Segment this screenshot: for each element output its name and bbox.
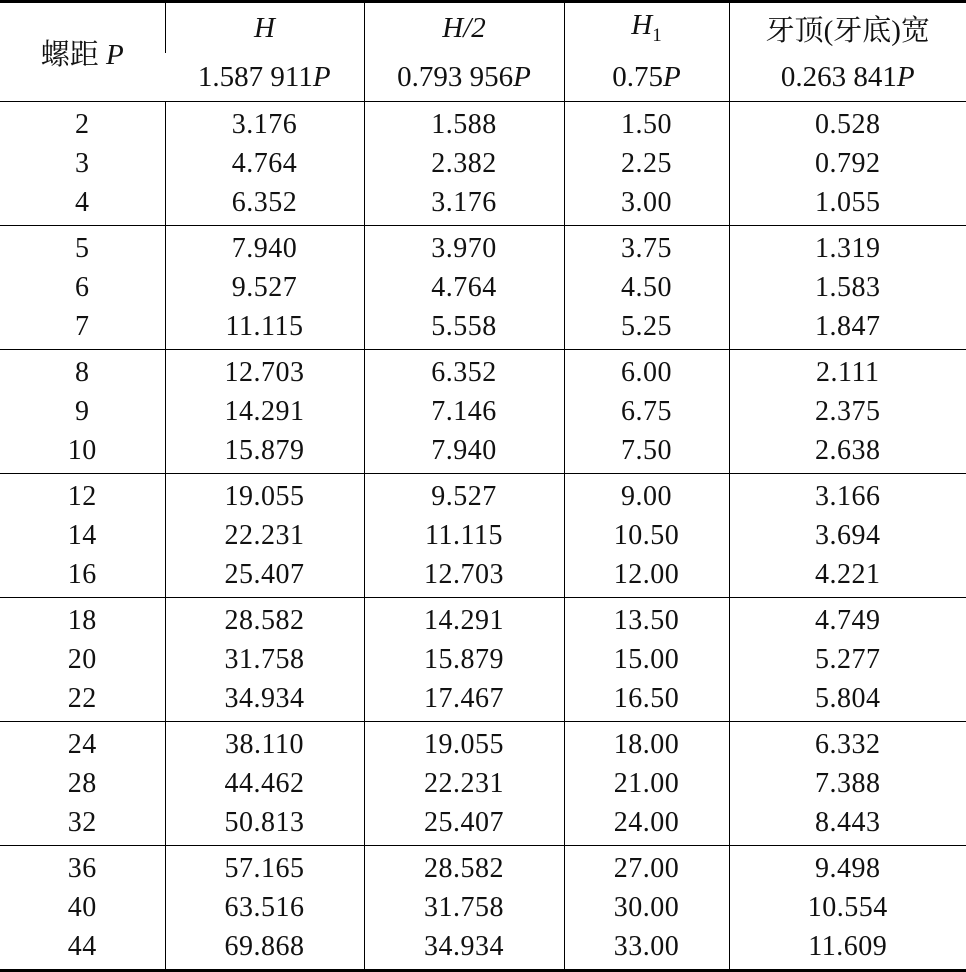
H1-value: 30.00: [613, 891, 680, 923]
table-row-group: [0, 473, 966, 597]
H-half-value: 28.582: [424, 852, 504, 884]
H1-value: 27.00: [613, 852, 680, 884]
header-H-half: [364, 2, 564, 54]
H1-value: 33.00: [613, 930, 680, 962]
width-cell: [729, 349, 966, 473]
H-value: 31.758: [224, 643, 305, 675]
width-value: 6.332: [815, 728, 881, 760]
width-value: 3.694: [815, 519, 881, 551]
H-half-value: 11.115: [425, 519, 503, 551]
H-half-cell: [364, 102, 564, 226]
H1-value: 21.00: [613, 767, 680, 799]
width-value: 1.055: [815, 186, 881, 218]
H-value: 44.462: [224, 767, 305, 799]
H1-value: 13.50: [613, 604, 680, 636]
width-value: 5.804: [815, 682, 881, 714]
width-value: 7.388: [815, 767, 881, 799]
H1-value: 2.25: [621, 147, 672, 179]
pitch-value: 32: [67, 806, 97, 838]
width-value: 2.111: [816, 356, 880, 388]
formula-width-variable: P: [896, 60, 915, 93]
pitch-cell: [0, 721, 165, 845]
H1-value: 4.50: [621, 271, 672, 303]
pitch-value: 22: [67, 682, 97, 714]
pitch-value: 36: [67, 852, 97, 884]
pitch-cell: [0, 102, 165, 226]
table-body: [0, 102, 966, 971]
width-value: 0.528: [815, 108, 881, 140]
H1-value: 24.00: [613, 806, 680, 838]
width-cell: [729, 721, 966, 845]
H-value: 11.115: [225, 310, 304, 342]
H1-cell: [564, 349, 729, 473]
H1-value: 5.25: [621, 310, 672, 342]
H-value: 69.868: [224, 930, 305, 962]
pitch-value: 7: [75, 310, 90, 342]
pitch-value: 18: [67, 604, 97, 636]
H-cell: [165, 473, 364, 597]
header-pitch: [0, 2, 165, 102]
pitch-cell: [0, 349, 165, 473]
formula-crest-root-width: [729, 53, 966, 102]
formula-H: [165, 53, 364, 102]
width-value: 1.847: [815, 310, 881, 342]
pitch-value: 4: [75, 186, 90, 218]
width-value: 2.638: [815, 434, 881, 466]
pitch-value: 9: [75, 395, 90, 427]
H1-value: 6.75: [621, 395, 672, 427]
H-cell: [165, 225, 364, 349]
formula-H-variable: P: [312, 60, 331, 93]
formula-H-half-number: 0.793 956: [397, 60, 514, 93]
header-H1-base: H: [631, 9, 653, 41]
header-row-symbols: [0, 2, 966, 54]
H-cell: [165, 102, 364, 226]
H-value: 63.516: [224, 891, 305, 923]
pitch-value: 14: [67, 519, 97, 551]
H-half-value: 7.940: [431, 434, 497, 466]
H-value: 4.764: [231, 147, 298, 179]
formula-H1-variable: P: [663, 60, 681, 93]
H-half-value: 6.352: [431, 356, 497, 388]
H-half-value: 19.055: [424, 728, 504, 760]
pitch-value: 5: [75, 232, 90, 264]
H1-cell: [564, 102, 729, 226]
width-cell: [729, 102, 966, 226]
H1-value: 18.00: [613, 728, 680, 760]
H-value: 38.110: [225, 728, 304, 760]
header-pitch-label: 螺距: [40, 38, 99, 71]
H1-cell: [564, 225, 729, 349]
H-half-cell: [364, 225, 564, 349]
H-half-value: 34.934: [424, 930, 504, 962]
H-value: 22.231: [224, 519, 305, 551]
H1-value: 7.50: [621, 434, 672, 466]
H1-cell: [564, 721, 729, 845]
width-value: 10.554: [807, 891, 888, 923]
table-header: [0, 2, 966, 102]
H-half-value: 17.467: [424, 682, 504, 714]
H-value: 25.407: [224, 558, 305, 590]
H-half-value: 5.558: [431, 310, 497, 342]
H1-cell: [564, 845, 729, 970]
table-row-group: [0, 597, 966, 721]
pitch-value: 6: [75, 271, 90, 303]
table-row-group: [0, 349, 966, 473]
H1-value: 3.75: [621, 232, 672, 264]
H-value: 6.352: [231, 186, 298, 218]
width-value: 3.166: [815, 480, 881, 512]
header-H-half-label: H/2: [442, 11, 486, 44]
width-value: 11.609: [808, 930, 888, 962]
formula-H-half: [364, 53, 564, 102]
width-cell: [729, 845, 966, 970]
width-value: 0.792: [815, 147, 881, 179]
pitch-value: 8: [75, 356, 90, 388]
H-value: 57.165: [224, 852, 305, 884]
pitch-value: 44: [67, 930, 97, 962]
H-half-value: 25.407: [424, 806, 504, 838]
width-value: 8.443: [815, 806, 881, 838]
H-half-cell: [364, 597, 564, 721]
H-value: 9.527: [231, 271, 298, 303]
H1-cell: [564, 473, 729, 597]
H1-value: 16.50: [613, 682, 680, 714]
header-crest-root-width-label: 牙顶(牙底)宽: [765, 14, 930, 47]
table-row-group: [0, 225, 966, 349]
table-row-group: [0, 845, 966, 970]
H-half-value: 2.382: [431, 147, 497, 179]
pitch-value: 10: [67, 434, 97, 466]
H-value: 15.879: [224, 434, 305, 466]
pitch-value: 20: [67, 643, 97, 675]
H-value: 14.291: [224, 395, 305, 427]
width-value: 5.277: [815, 643, 881, 675]
width-value: 1.319: [815, 232, 881, 264]
header-H: [165, 2, 364, 54]
H-value: 19.055: [224, 480, 305, 512]
H-value: 50.813: [224, 806, 305, 838]
header-H1: [564, 2, 729, 54]
H-half-value: 22.231: [424, 767, 504, 799]
H1-cell: [564, 597, 729, 721]
pitch-value: 3: [75, 147, 90, 179]
H-value: 3.176: [231, 108, 298, 140]
H-cell: [165, 597, 364, 721]
table-row-group: [0, 102, 966, 226]
H1-value: 15.00: [613, 643, 680, 675]
width-cell: [729, 225, 966, 349]
width-cell: [729, 473, 966, 597]
pitch-value: 16: [67, 558, 97, 590]
header-crest-root-width: [729, 2, 966, 54]
H-half-value: 4.764: [431, 271, 497, 303]
pitch-cell: [0, 845, 165, 970]
formula-H-number: 1.587 911: [197, 60, 313, 93]
pitch-value: 40: [67, 891, 97, 923]
header-pitch-symbol: P: [106, 38, 124, 71]
header-H-label: H: [254, 11, 275, 44]
H1-value: 1.50: [621, 108, 672, 140]
H-half-cell: [364, 845, 564, 970]
width-value: 4.749: [815, 604, 881, 636]
H1-value: 12.00: [613, 558, 680, 590]
H-cell: [165, 349, 364, 473]
H-half-cell: [364, 349, 564, 473]
formula-width-number: 0.263 841: [780, 60, 897, 93]
H-half-value: 15.879: [424, 643, 504, 675]
H1-value: 10.50: [613, 519, 680, 551]
pitch-cell: [0, 597, 165, 721]
formula-H1-number: 0.75: [612, 60, 664, 93]
width-value: 1.583: [815, 271, 881, 303]
H-half-value: 12.703: [424, 558, 504, 590]
width-cell: [729, 597, 966, 721]
H1-value: 9.00: [621, 480, 672, 512]
table-row-group: [0, 721, 966, 845]
width-value: 2.375: [815, 395, 881, 427]
header-H1-subscript: 1: [652, 25, 662, 46]
H-cell: [165, 845, 364, 970]
H-half-value: 9.527: [431, 480, 497, 512]
H-half-cell: [364, 721, 564, 845]
pitch-cell: [0, 473, 165, 597]
width-value: 9.498: [815, 852, 881, 884]
H-cell: [165, 721, 364, 845]
formula-H-half-variable: P: [513, 60, 531, 93]
H-value: 12.703: [224, 356, 305, 388]
pitch-value: 28: [67, 767, 97, 799]
H-half-value: 31.758: [424, 891, 504, 923]
H-value: 34.934: [224, 682, 305, 714]
pitch-cell: [0, 225, 165, 349]
pitch-value: 24: [67, 728, 97, 760]
width-value: 4.221: [815, 558, 881, 590]
H-half-value: 1.588: [431, 108, 497, 140]
H-half-value: 3.970: [431, 232, 497, 264]
pitch-value: 12: [67, 480, 97, 512]
H-half-value: 7.146: [431, 395, 497, 427]
H-value: 28.582: [224, 604, 305, 636]
H-half-cell: [364, 473, 564, 597]
H1-value: 3.00: [621, 186, 672, 218]
H-half-value: 3.176: [431, 186, 497, 218]
pitch-value: 2: [75, 108, 90, 140]
H1-value: 6.00: [621, 356, 672, 388]
formula-H1: [564, 53, 729, 102]
H-half-value: 14.291: [424, 604, 504, 636]
H-value: 7.940: [231, 232, 298, 264]
